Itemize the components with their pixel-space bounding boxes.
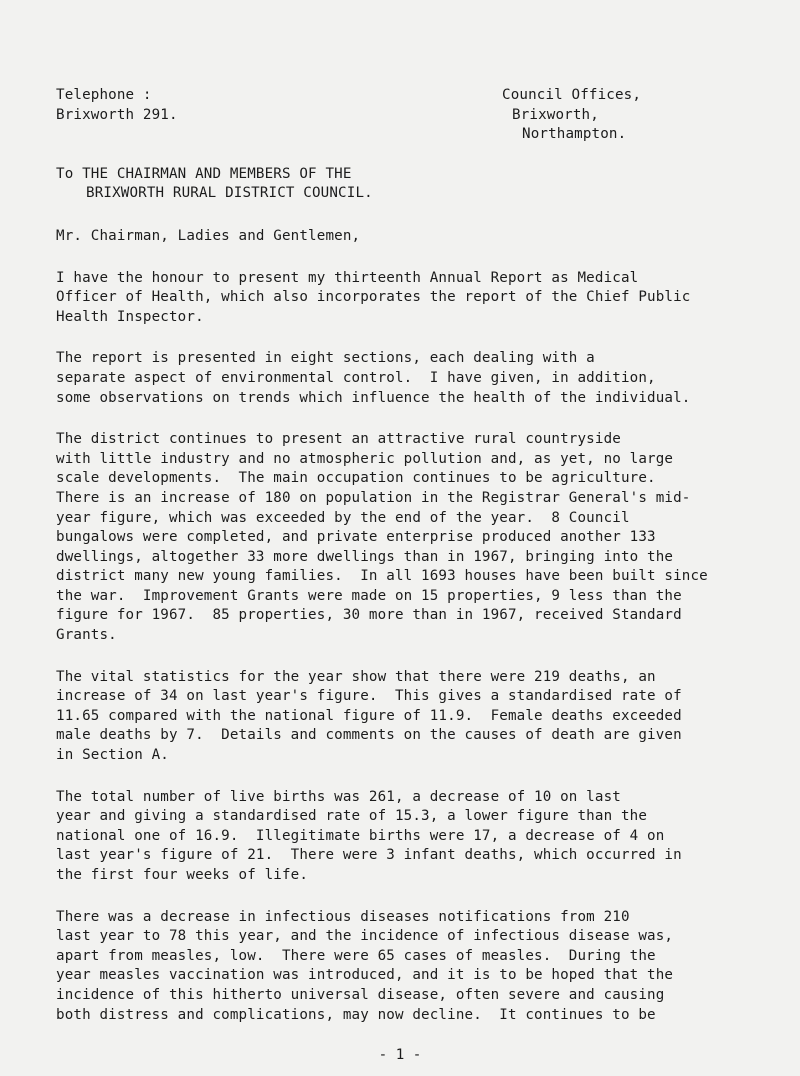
paragraph	[56, 430, 774, 646]
telephone-label: Telephone :	[56, 87, 152, 103]
salutation	[56, 227, 774, 247]
paragraph-line: 11.65 compared with the national figure of 11.9. Female deaths exceeded	[56, 707, 682, 724]
paragraph-line: in Section A.	[56, 747, 169, 764]
address-line-2: Brixworth,	[512, 106, 599, 123]
paragraph-line: the first four weeks of life.	[56, 867, 309, 883]
paragraph-line: year and giving a standardised rate of 15.3, a lower figure than the	[56, 808, 648, 825]
paragraph-line: incidence of this hitherto universal disease, often severe and causing	[56, 986, 665, 1003]
paragraph-line: Health Inspector.	[56, 308, 204, 325]
address-line-3: Northampton.	[522, 126, 627, 143]
paragraph-line: male deaths by 7. Details and comments on the causes of death are given	[56, 727, 682, 744]
paragraph	[56, 269, 774, 328]
paragraph-line: year figure, which was exceeded by the end of the year. 8 Council	[56, 509, 630, 526]
paragraph-line: last year to 78 this year, and the incidence of infectious disease was,	[56, 928, 674, 945]
paragraph-line: both distress and complications, may now decline. It continues to be	[56, 1006, 656, 1023]
addressee	[56, 165, 774, 204]
paragraph-line: year measles vaccination was introduced, and it is to be hoped that the	[56, 967, 674, 984]
letterhead	[56, 86, 774, 145]
address-line-1: Council Offices,	[502, 87, 642, 103]
paragraph	[56, 668, 774, 766]
paragraph	[56, 908, 774, 1026]
paragraph-line: bungalows were completed, and private enterprise produced another 133	[56, 529, 656, 546]
paragraph-line: The report is presented in eight sections, each dealing with a	[56, 350, 595, 367]
paragraph-line: increase of 34 on last year's figure. This gives a standardised rate of	[56, 688, 682, 705]
paragraph-line: the war. Improvement Grants were made on 15 properties, 9 less than the	[56, 587, 682, 604]
paragraph-line: There was a decrease in infectious diseases notifications from 210	[56, 908, 630, 925]
paragraph-line: There is an increase of 180 on population in the Registrar General's mid-	[56, 489, 691, 506]
paragraph	[56, 788, 774, 886]
report-body	[56, 269, 774, 1026]
paragraph-line: Grants.	[56, 627, 117, 644]
paragraph	[56, 349, 774, 408]
paragraph-line: district many new young families. In all 1693 houses have been built since	[56, 568, 708, 585]
paragraph-line: separate aspect of environmental control. I have given, in addition,	[56, 369, 656, 386]
paragraph-line: figure for 1967. 85 properties, 30 more than in 1967, received Standard	[56, 607, 682, 624]
paragraph-line: Officer of Health, which also incorporates the report of the Chief Public	[56, 289, 691, 306]
paragraph-line: dwellings, altogether 33 more dwellings than in 1967, bringing into the	[56, 548, 674, 565]
address-block	[502, 86, 762, 145]
paragraph-line: The total number of live births was 261, a decrease of 10 on last	[56, 788, 621, 805]
salutation-text: Mr. Chairman, Ladies and Gentlemen,	[56, 227, 361, 244]
paragraph-line: scale developments. The main occupation continues to be agriculture.	[56, 470, 656, 487]
paragraph-line: with little industry and no atmospheric pollution and, as yet, no large	[56, 450, 674, 467]
paragraph-line: The vital statistics for the year show that there were 219 deaths, an	[56, 668, 656, 685]
telephone-block	[56, 86, 356, 145]
paragraph-line: some observations on trends which influence the health of the individual.	[56, 389, 691, 406]
paragraph-line: The district continues to present an attractive rural countryside	[56, 431, 621, 448]
paragraph-line: I have the honour to present my thirteenth Annual Report as Medical	[56, 269, 639, 286]
addressee-line-1: To THE CHAIRMAN AND MEMBERS OF THE	[56, 165, 352, 182]
page-number: - 1 -	[378, 1047, 422, 1063]
telephone-number: Brixworth 291.	[56, 106, 178, 123]
paragraph-line: last year's figure of 21. There were 3 infant deaths, which occurred in	[56, 847, 682, 864]
addressee-line-2: BRIXWORTH RURAL DISTRICT COUNCIL.	[86, 185, 373, 202]
paragraph-line: apart from measles, low. There were 65 cases of measles. During the	[56, 947, 656, 964]
paragraph-line: national one of 16.9. Illegitimate births were 17, a decrease of 4 on	[56, 827, 665, 844]
